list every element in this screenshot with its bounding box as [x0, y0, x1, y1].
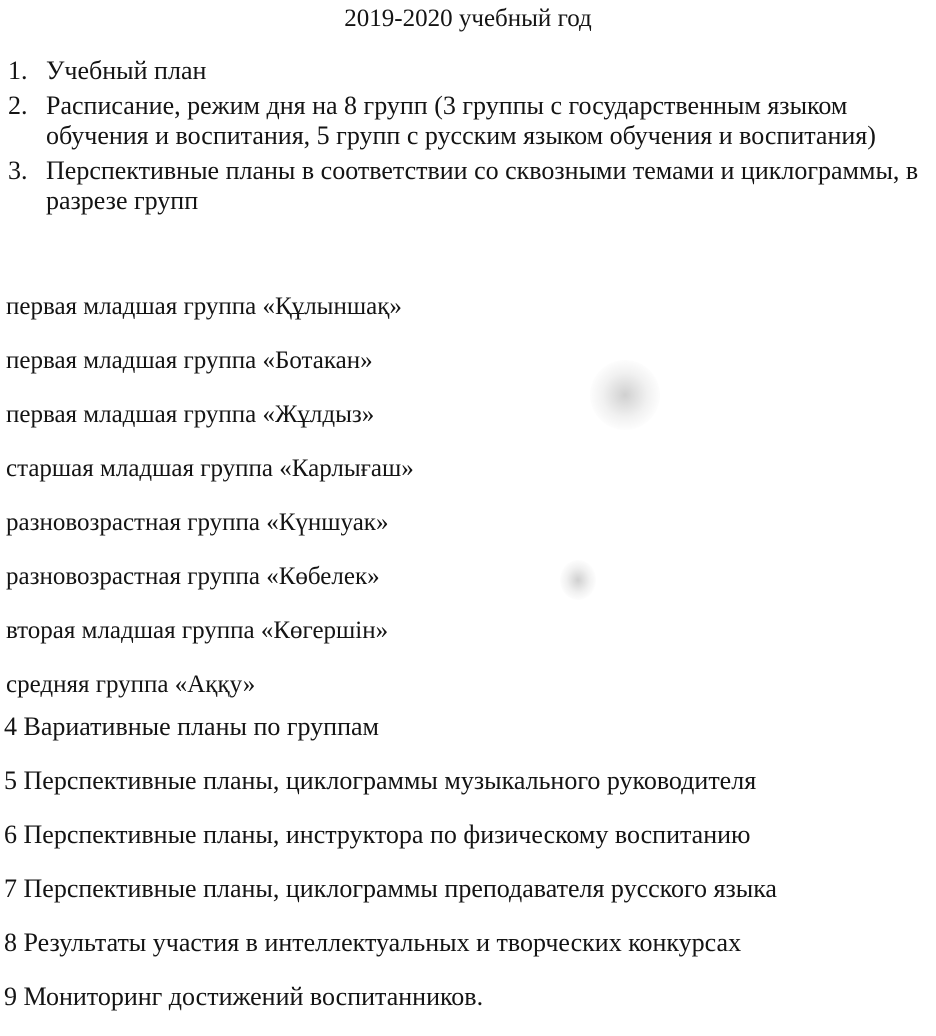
list-item	[8, 156, 928, 216]
group-line: старшая младшая группа «Карлығаш»	[6, 455, 414, 482]
list-item-text: Перспективные планы в соответствии со сквозными темами и циклограммы, в разрезе групп	[46, 156, 919, 215]
scan-smudge	[590, 360, 660, 430]
section-line: 7 Перспективные планы, циклограммы преподавателя русского языка	[4, 874, 777, 903]
list-item-text: Расписание, режим дня на 8 групп (3 группы с государственным языком обучения и воспитания, 5 групп с русским языком обучения и воспитания)	[46, 91, 876, 150]
section-line: 9 Мониторинг достижений воспитанников.	[4, 982, 484, 1011]
group-line: первая младшая группа «Құлыншақ»	[6, 293, 402, 320]
section-line: 6 Перспективные планы, инструктора по физическому воспитанию	[4, 820, 751, 849]
group-line: вторая младшая группа «Көгершін»	[6, 617, 389, 644]
group-line: первая младшая группа «Ботакан»	[6, 347, 373, 374]
group-line: первая младшая группа «Жұлдыз»	[6, 401, 375, 428]
section-line: 8 Результаты участия в интеллектуальных и творческих конкурсах	[4, 928, 742, 957]
section-line: 5 Перспективные планы, циклограммы музыкального руководителя	[4, 766, 757, 795]
section-list	[4, 712, 932, 1036]
scan-smudge	[560, 560, 596, 600]
group-line: средняя группа «Аққу»	[6, 671, 256, 698]
numbered-list	[8, 56, 928, 221]
list-item-number: 1.	[8, 56, 28, 85]
list-item	[8, 56, 928, 86]
list-item-number: 2.	[8, 91, 28, 120]
page-title: 2019-2020 учебный год	[344, 5, 592, 32]
section-line: 4 Вариативные планы по группам	[4, 712, 380, 741]
group-line: разновозрастная группа «Күншуак»	[6, 509, 389, 536]
list-item	[8, 91, 928, 151]
list-item-text: Учебный план	[46, 56, 207, 85]
group-line: разновозрастная группа «Көбелек»	[6, 563, 380, 590]
group-list	[6, 292, 926, 724]
list-item-number: 3.	[8, 156, 28, 185]
